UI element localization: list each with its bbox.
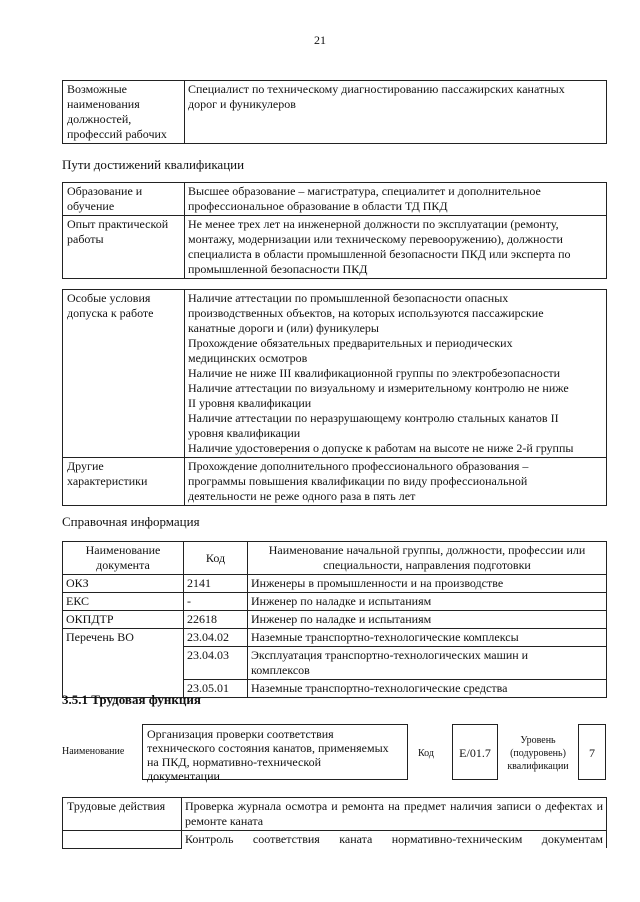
ref-code: 2141 [184, 575, 248, 593]
function-code-box: E/01.7 [452, 724, 498, 780]
function-name-box: Организация проверки соответствия технического состояния канатов, применяемых на ПКД, нормативно-технической документации [142, 724, 408, 780]
ref-doc: ЕКС [63, 593, 184, 611]
labor-actions-empty [63, 831, 182, 849]
labor-actions-table [62, 797, 607, 849]
ref-code: 23.05.01 [184, 680, 248, 698]
table-row [63, 183, 607, 216]
labor-actions-label: Трудовые действия [63, 798, 182, 831]
paths-table [62, 182, 607, 279]
experience-value: Не менее трех лет на инженерной должности по эксплуатации (ремонту, монтажу, модернизации или техническому перевооружению), должности специалиста в области промышленной безопасности ПКД или эксперта по промышленной безопасности ПКД [185, 216, 607, 279]
ref-doc: ОКПДТР [63, 611, 184, 629]
table-row [63, 629, 607, 647]
table-row [63, 81, 607, 144]
ref-code: 23.04.03 [184, 647, 248, 680]
ref-name: Инженер по наладке и испытаниям [248, 593, 607, 611]
function-heading: 3.5.1 Трудовая функция [62, 692, 201, 707]
ref-name: Инженеры в промышленности и на производстве [248, 575, 607, 593]
table-header-row [63, 542, 607, 575]
paths-heading: Пути достижений квалификации [62, 157, 245, 172]
ref-code: 23.04.02 [184, 629, 248, 647]
education-value: Высшее образование – магистратура, специалитет и дополнительное профессиональное образование в области ТД ПКД [185, 183, 607, 216]
table-row [63, 290, 607, 458]
table-row [63, 611, 607, 629]
other-label: Другие характеристики [63, 458, 185, 506]
ref-name: Инженер по наладке и испытаниям [248, 611, 607, 629]
conditions-table [62, 289, 607, 506]
function-code-label: Код [418, 748, 434, 759]
experience-label: Опыт практической работы [63, 216, 185, 279]
ref-code: 22618 [184, 611, 248, 629]
function-name-label: Наименование [62, 746, 125, 757]
ref-name: Эксплуатация транспортно-технологических машин и комплексов [248, 647, 607, 680]
table-row [63, 575, 607, 593]
positions-table [62, 80, 607, 144]
admission-value: Наличие аттестации по промышленной безопасности опасных производственных объектов, на которых используются пассажирские канатные дороги и (или) фуникулеры Прохождение обязательных предварительных и периодических медицинских осмотров Наличие не ниже III квалификационной группы по электробезопасности Наличие аттестации по визуальному и измерительному контролю не ниже II уровня квалификации Наличие аттестации по неразрушающему контролю стальных канатов II уровня квалификации Наличие удостоверения о допуске к работам на высоте не ниже 2-й группы [185, 290, 607, 458]
ref-doc: Перечень ВО [63, 629, 184, 698]
ref-name: Наземные транспортно-технологические средства [248, 680, 607, 698]
col-header-document: Наименование документа [63, 542, 184, 575]
table-row [63, 593, 607, 611]
table-row [63, 798, 607, 831]
table-row [63, 458, 607, 506]
reference-table [62, 541, 607, 698]
ref-code: - [184, 593, 248, 611]
table-row [63, 216, 607, 279]
col-header-name: Наименование начальной группы, должности, профессии или специальности, направления подготовки [248, 542, 607, 575]
labor-action-item: Проверка журнала осмотра и ремонта на предмет наличия записи о дефектах и ремонте каната [182, 798, 607, 831]
reference-heading: Справочная информация [62, 514, 200, 529]
table-row [63, 831, 607, 849]
education-label: Образование и обучение [63, 183, 185, 216]
ref-name: Наземные транспортно-технологические комплексы [248, 629, 607, 647]
function-level-box: 7 [578, 724, 606, 780]
admission-label: Особые условия допуска к работе [63, 290, 185, 458]
function-level-label: Уровень (подуровень) квалификации [507, 735, 569, 772]
ref-doc: ОКЗ [63, 575, 184, 593]
positions-label: Возможные наименования должностей, профессий рабочих [63, 81, 185, 144]
col-header-code: Код [184, 542, 248, 575]
page-number: 21 [314, 33, 326, 47]
other-value: Прохождение дополнительного профессионального образования – программы повышения квалификации по виду профессиональной деятельности не реже одного раза в пять лет [185, 458, 607, 506]
labor-action-item: Контроль соответствия каната нормативно-техническим документам [182, 831, 607, 849]
positions-value: Специалист по техническому диагностированию пассажирских канатных дорог и фуникулеров [185, 81, 607, 144]
